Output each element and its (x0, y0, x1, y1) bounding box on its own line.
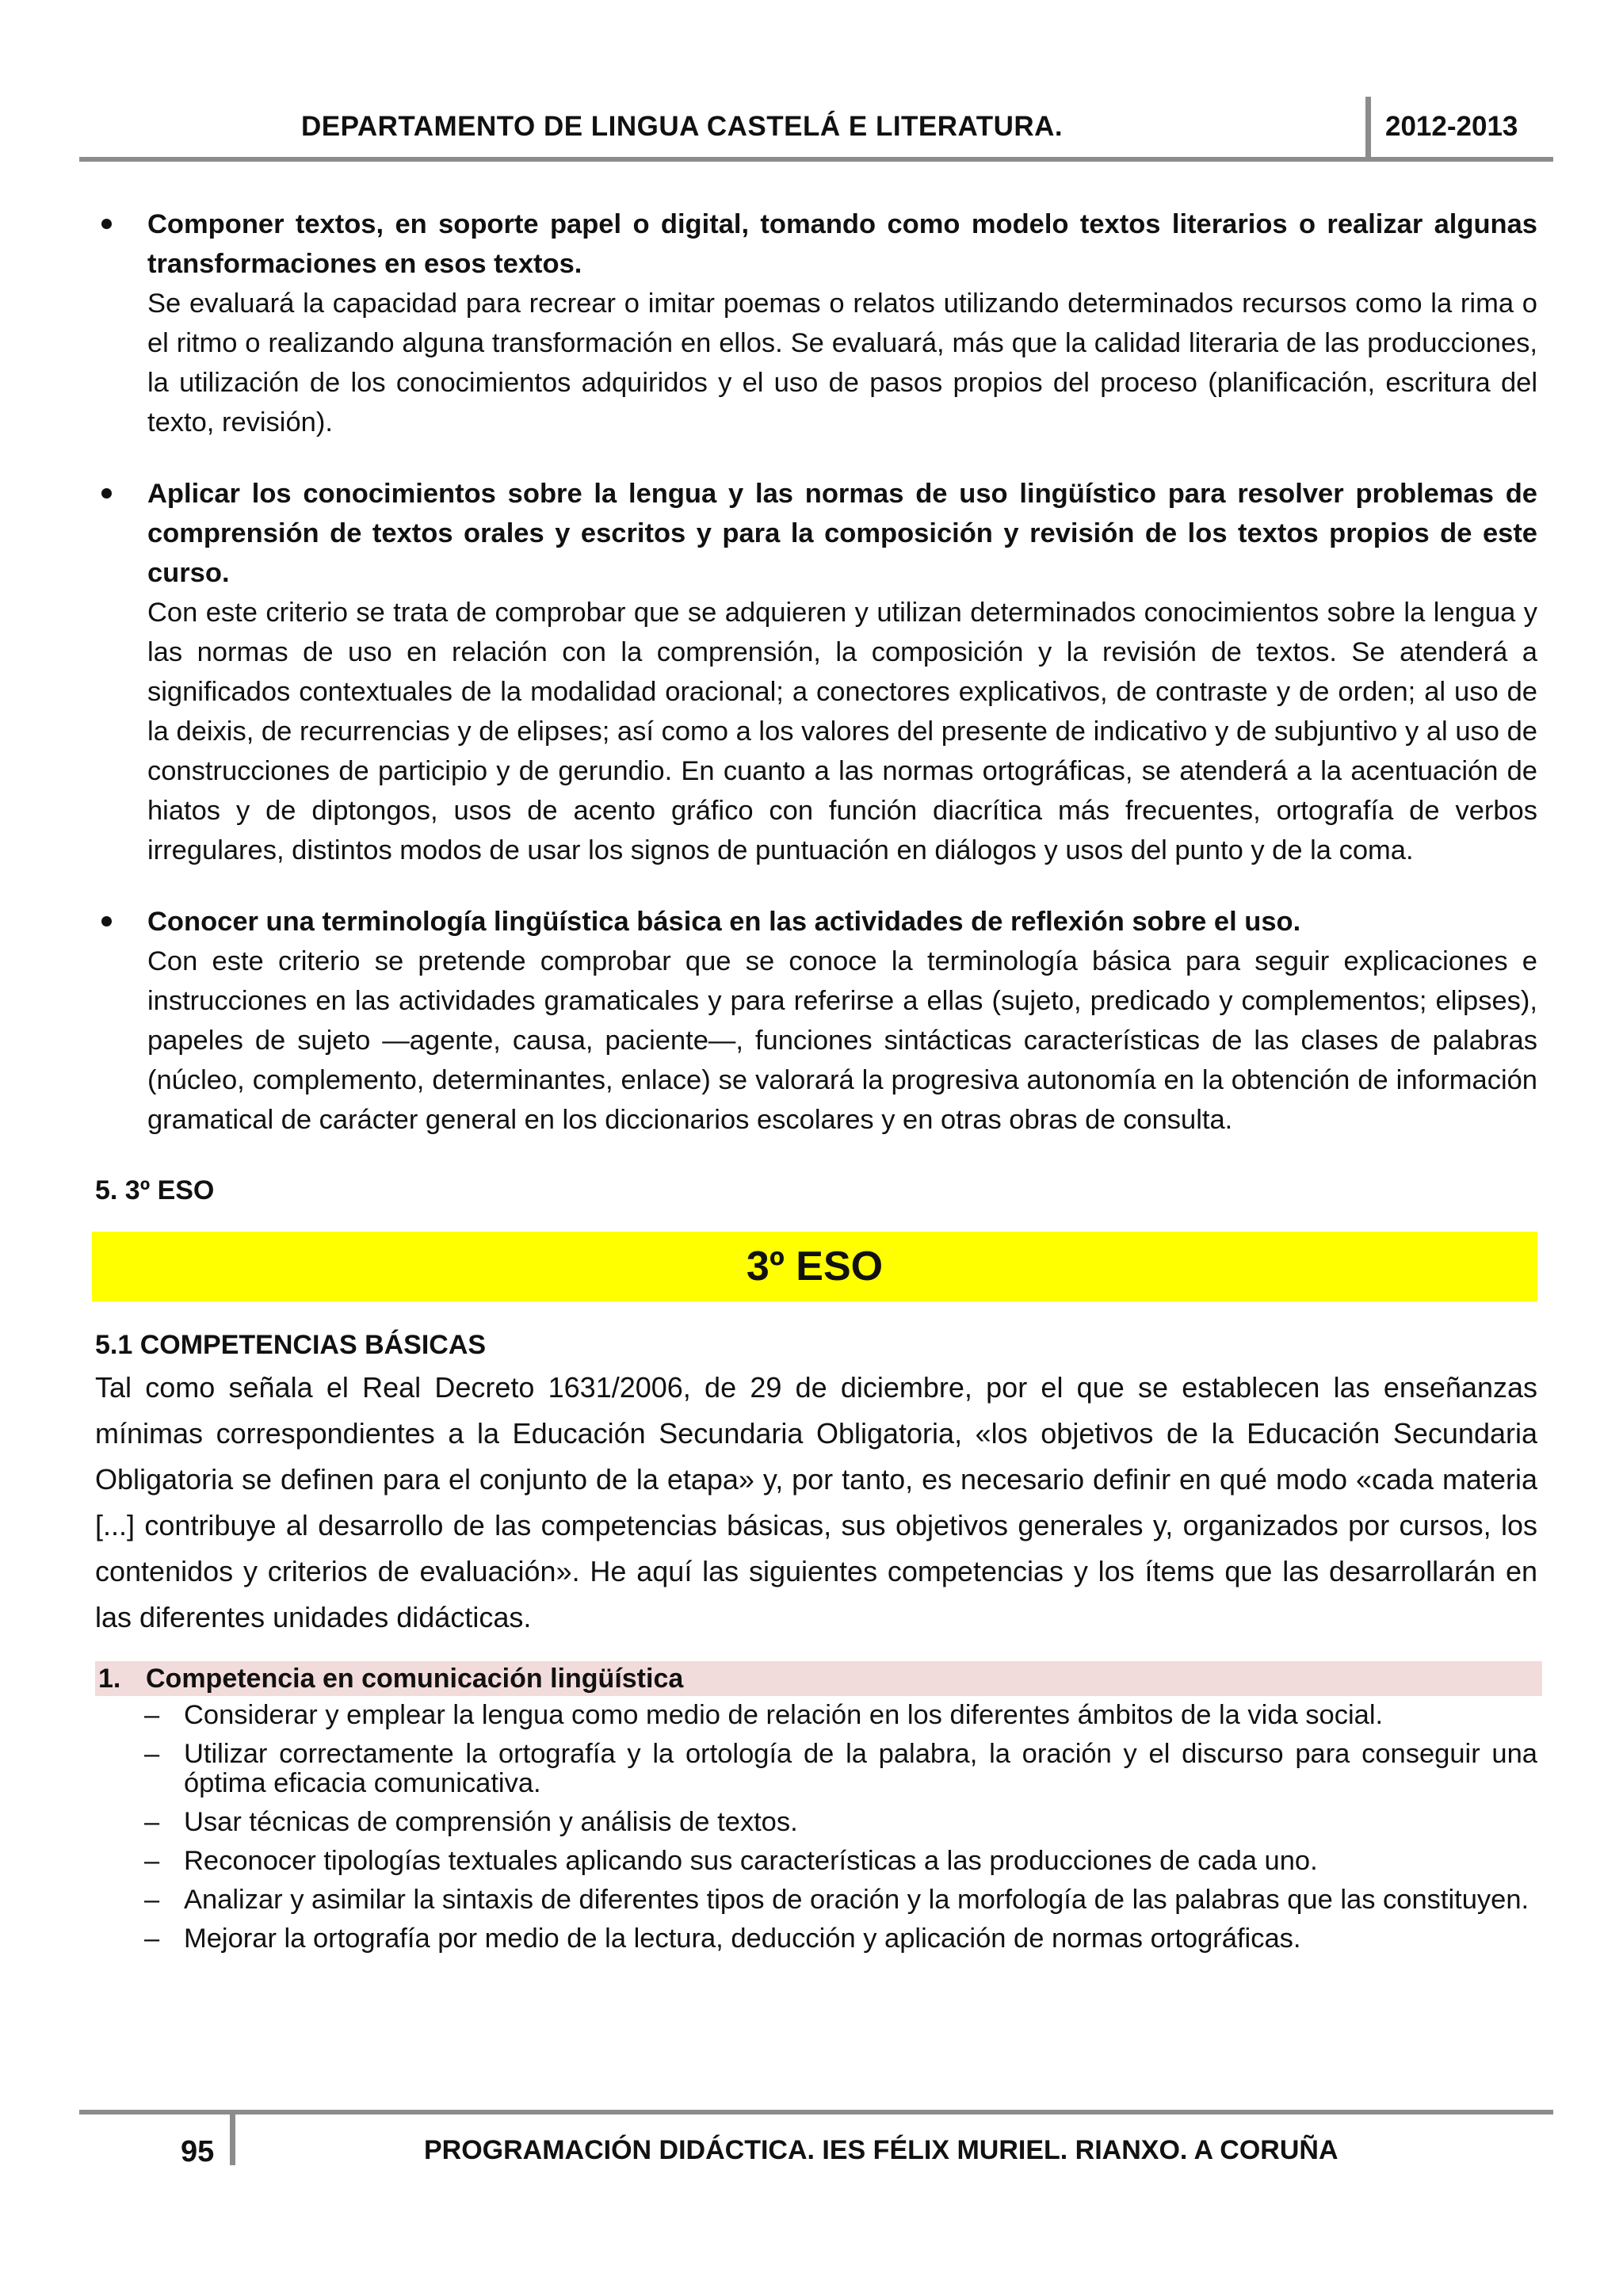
dash-marker: – (144, 1885, 160, 1915)
dash-marker: – (144, 1924, 160, 1954)
dash-marker: – (144, 1739, 160, 1769)
competence-title: Competencia en comunicación lingüística (146, 1664, 684, 1694)
header-divider (1365, 97, 1371, 160)
criterion-body: Se evaluará la capacidad para recrear o imitar poemas o relatos utilizando determinados recursos como la rima o el ritmo o realizando alguna transformación en ellos. Se evaluará, más que la calidad literaria de las producciones, la utilización de los conocimientos adquiridos y el uso de pasos propios del proceso (planificación, escritura del texto, revisión). (147, 288, 1537, 437)
subsection-heading: 5.1 COMPETENCIAS BÁSICAS (95, 1330, 487, 1360)
criterion-item (95, 474, 1537, 870)
header-title: DEPARTAMENTO DE LINGUA CASTELÁ E LITERATURA. (301, 111, 1064, 142)
bullet-icon (101, 219, 112, 229)
criterion-body: Con este criterio se trata de comprobar que se adquieren y utilizan determinados conocimientos sobre la lengua y las normas de uso en relación con la comprensión, la composición y la revisión de textos. Se atenderá a significados contextuales de la modalidad oracional; a conectores explicativos, de contraste y de orden; al uso de la deixis, de recurrencias y de elipses; así como a los valores del presente de indicativo y de subjuntivo y al uso de construcciones de participio y de gerundio. En cuanto a las normas ortográficas, se atenderá a la acentuación de hiatos y de diptongos, usos de acento gráfico con función diacrítica más frecuentes, ortografía de verbos irregulares, distintos modos de usar los signos de puntuación en diálogos y usos del punto y de la coma. (147, 598, 1537, 865)
list-item: – Considerar y emplear la lengua como medio de relación en los diferentes ámbitos de la vida social. (144, 1700, 1384, 1730)
footer-divider (230, 2111, 235, 2165)
competence-heading-bar (95, 1661, 1542, 1696)
intro-paragraph: Tal como señala el Real Decreto 1631/2006, de 29 de diciembre, por el que se establecen las enseñanzas mínimas correspondientes a la Educación Secundaria Obligatoria, «los objetivos de la Educación Secundaria Obligatoria se definen para el conjunto de la etapa» y, por tanto, es necesario definir en qué modo «cada materia [...] contribuye al desarrollo de las competencias básicas, sus objetivos generales y, organizados por cursos, los contenidos y criterios de evaluación». He aquí las siguientes competencias y los ítems que las desarrollarán en las diferentes unidades didácticas. (95, 1371, 1537, 1633)
list-item: – Analizar y asimilar la sintaxis de diferentes tipos de oración y la morfología de las palabras que las constituyen. (144, 1885, 1529, 1915)
dash-marker: – (144, 1700, 160, 1730)
criterion-body: Con este criterio se pretende comprobar que se conoce la terminología básica para seguir explicaciones e instrucciones en las actividades gramaticales y para referirse a ellas (sujeto, predicado y complementos; elipses), papeles de sujeto —agente, causa, paciente—, funciones sintácticas características de las clases de palabras (núcleo, complemento, determinantes, enlace) se valorará la progresiva autonomía en la obtención de información gramatical de carácter general en los diccionarios escolares y en otras obras de consulta. (147, 946, 1537, 1135)
course-banner: 3º ESO (92, 1232, 1537, 1301)
dash-marker: – (144, 1846, 160, 1876)
list-item: – Utilizar correctamente la ortografía y la ortología de la palabra, la oración y el discurso para conseguir una óptima eficacia comunicativa. (144, 1739, 1537, 1798)
criterion-title: Componer textos, en soporte papel o digital, tomando como modelo textos literarios o realizar algunas transformaciones en esos textos. (147, 209, 1537, 279)
competence-items-list (95, 1701, 1537, 1954)
criterion-item (95, 204, 1537, 442)
footer-text: PROGRAMACIÓN DIDÁCTICA. IES FÉLIX MURIEL. RIANXO. A CORUÑA (424, 2135, 1338, 2165)
footer-rule (79, 2110, 1553, 2115)
criterion-title: Conocer una terminología lingüística básica en las actividades de reflexión sobre el uso. (147, 907, 1301, 937)
page-number: 95 (181, 2135, 215, 2168)
page-content (95, 204, 1537, 1963)
list-item: – Mejorar la ortografía por medio de la lectura, deducción y aplicación de normas ortográficas. (144, 1924, 1301, 1954)
competence-number: 1. (98, 1664, 121, 1694)
criterion-title: Aplicar los conocimientos sobre la lengua y las normas de uso lingüístico para resolver problemas de comprensión de textos orales y escritos y para la composición y revisión de los textos propios de este curso. (147, 479, 1537, 588)
bullet-icon (101, 488, 112, 499)
header-rule (79, 157, 1553, 162)
list-item: – Usar técnicas de comprensión y análisis de textos. (144, 1807, 798, 1837)
header-year: 2012-2013 (1385, 111, 1518, 142)
criterion-item (95, 902, 1537, 1140)
section-heading: 5. 3º ESO (95, 1175, 215, 1205)
dash-marker: – (144, 1807, 160, 1837)
list-item: – Reconocer tipologías textuales aplicando sus características a las producciones de cada uno. (144, 1846, 1318, 1876)
bullet-icon (101, 916, 112, 926)
